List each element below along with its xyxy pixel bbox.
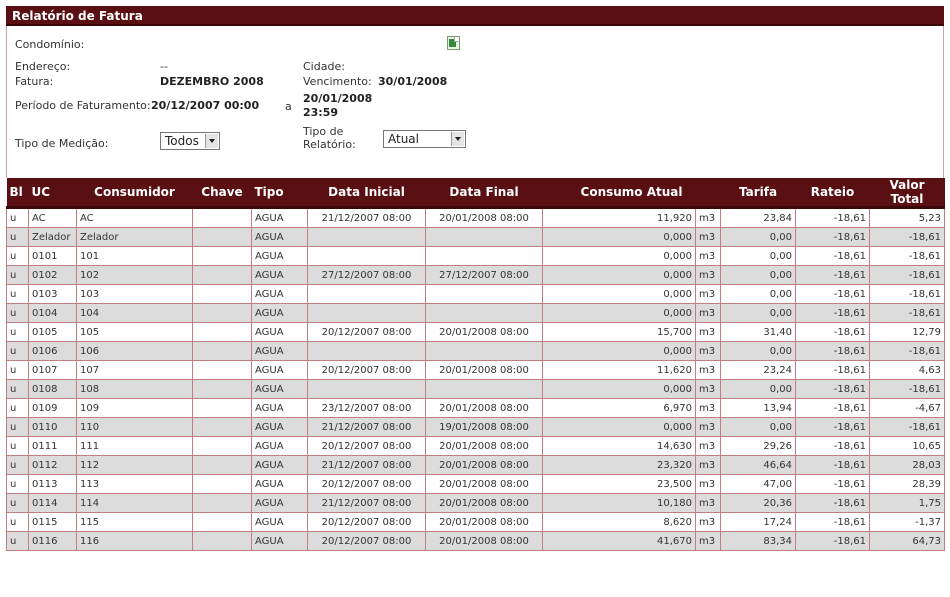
cell-consumidor: 109 xyxy=(77,399,193,418)
cell-tipo: AGUA xyxy=(252,532,308,551)
table-row[interactable] xyxy=(7,532,945,551)
cell-valor-total: 12,79 xyxy=(870,323,945,342)
cell-chave xyxy=(193,380,252,399)
cell-unidade: m3 xyxy=(696,285,721,304)
cell-chave xyxy=(193,532,252,551)
cell-data-inicial: 20/12/2007 08:00 xyxy=(308,513,426,532)
cell-valor-total: -18,61 xyxy=(870,418,945,437)
cell-data-final: 20/01/2008 08:00 xyxy=(426,532,543,551)
cell-data-inicial: 23/12/2007 08:00 xyxy=(308,399,426,418)
cell-uc: 0103 xyxy=(29,285,77,304)
cell-data-final: 20/01/2008 08:00 xyxy=(426,456,543,475)
cell-uc: 0104 xyxy=(29,304,77,323)
cell-chave xyxy=(193,208,252,228)
cell-chave xyxy=(193,437,252,456)
cell-uc: 0112 xyxy=(29,456,77,475)
cell-chave xyxy=(193,513,252,532)
cell-tarifa: 23,84 xyxy=(721,208,796,228)
cell-consumo: 23,500 xyxy=(543,475,696,494)
cell-consumo: 0,000 xyxy=(543,285,696,304)
cell-consumidor: 114 xyxy=(77,494,193,513)
cell-bl: u xyxy=(7,532,29,551)
cell-valor-total: 28,03 xyxy=(870,456,945,475)
cell-data-inicial xyxy=(308,228,426,247)
cell-tarifa: 0,00 xyxy=(721,418,796,437)
col-bl[interactable]: Bl xyxy=(7,178,29,208)
tipo-relatorio-select[interactable] xyxy=(383,130,466,148)
cell-chave xyxy=(193,342,252,361)
col-consumo-atual[interactable]: Consumo Atual xyxy=(543,178,721,208)
cell-uc: 0106 xyxy=(29,342,77,361)
cell-tipo: AGUA xyxy=(252,323,308,342)
cell-tarifa: 0,00 xyxy=(721,304,796,323)
table-row[interactable] xyxy=(7,304,945,323)
cell-consumo: 0,000 xyxy=(543,418,696,437)
table-row[interactable] xyxy=(7,323,945,342)
cell-chave xyxy=(193,494,252,513)
cell-bl: u xyxy=(7,494,29,513)
col-data-final[interactable]: Data Final xyxy=(426,178,543,208)
cell-consumo: 0,000 xyxy=(543,266,696,285)
cell-tipo: AGUA xyxy=(252,361,308,380)
cell-consumidor: 110 xyxy=(77,418,193,437)
cell-rateio: -18,61 xyxy=(796,437,870,456)
table-row[interactable] xyxy=(7,247,945,266)
report-title: Relatório de Fatura xyxy=(6,6,944,26)
fatura-value: DEZEMBRO 2008 xyxy=(160,75,264,88)
cell-uc: 0108 xyxy=(29,380,77,399)
cell-tipo: AGUA xyxy=(252,228,308,247)
cell-tarifa: 0,00 xyxy=(721,285,796,304)
cell-uc: 0109 xyxy=(29,399,77,418)
cell-data-inicial: 21/12/2007 08:00 xyxy=(308,456,426,475)
periodo-fim-data: 20/01/2008 xyxy=(303,92,373,105)
table-header-row xyxy=(7,178,945,208)
cell-consumo: 8,620 xyxy=(543,513,696,532)
cell-data-inicial xyxy=(308,304,426,323)
cell-rateio: -18,61 xyxy=(796,208,870,228)
cell-data-final: 27/12/2007 08:00 xyxy=(426,266,543,285)
cell-data-inicial: 20/12/2007 08:00 xyxy=(308,437,426,456)
cell-data-final: 20/01/2008 08:00 xyxy=(426,399,543,418)
cell-data-inicial xyxy=(308,247,426,266)
cell-data-final xyxy=(426,285,543,304)
cell-uc: 0101 xyxy=(29,247,77,266)
cell-rateio: -18,61 xyxy=(796,475,870,494)
cell-unidade: m3 xyxy=(696,437,721,456)
table-row[interactable] xyxy=(7,285,945,304)
cell-data-final: 20/01/2008 08:00 xyxy=(426,361,543,380)
cell-valor-total: 64,73 xyxy=(870,532,945,551)
cell-rateio: -18,61 xyxy=(796,266,870,285)
cell-bl: u xyxy=(7,456,29,475)
periodo-label: Período de Faturamento: xyxy=(15,99,151,112)
cell-tarifa: 0,00 xyxy=(721,228,796,247)
cell-consumo: 23,320 xyxy=(543,456,696,475)
cell-bl: u xyxy=(7,513,29,532)
cell-rateio: -18,61 xyxy=(796,399,870,418)
cell-tarifa: 31,40 xyxy=(721,323,796,342)
cell-chave xyxy=(193,456,252,475)
periodo-fim-hora: 23:59 xyxy=(303,106,339,119)
cell-uc: Zelador xyxy=(29,228,77,247)
cell-rateio: -18,61 xyxy=(796,380,870,399)
cell-tipo: AGUA xyxy=(252,208,308,228)
cell-unidade: m3 xyxy=(696,247,721,266)
cell-bl: u xyxy=(7,342,29,361)
cell-data-final xyxy=(426,380,543,399)
chevron-down-icon xyxy=(205,134,218,148)
cell-data-final: 19/01/2008 08:00 xyxy=(426,418,543,437)
cell-valor-total: 4,63 xyxy=(870,361,945,380)
cell-tarifa: 0,00 xyxy=(721,380,796,399)
cell-consumo: 11,920 xyxy=(543,208,696,228)
table-row[interactable] xyxy=(7,228,945,247)
cell-bl: u xyxy=(7,285,29,304)
cell-tarifa: 0,00 xyxy=(721,247,796,266)
tipo-relatorio-label-2: Relatório: xyxy=(303,138,356,151)
cell-unidade: m3 xyxy=(696,532,721,551)
cell-consumidor: 102 xyxy=(77,266,193,285)
cell-rateio: -18,61 xyxy=(796,494,870,513)
cell-consumidor: 105 xyxy=(77,323,193,342)
cell-tarifa: 47,00 xyxy=(721,475,796,494)
cell-bl: u xyxy=(7,266,29,285)
cell-valor-total: 28,39 xyxy=(870,475,945,494)
cell-uc: AC xyxy=(29,208,77,228)
cell-bl: u xyxy=(7,475,29,494)
cell-consumidor: 103 xyxy=(77,285,193,304)
cell-consumo: 0,000 xyxy=(543,380,696,399)
cell-bl: u xyxy=(7,399,29,418)
table-row[interactable] xyxy=(7,437,945,456)
cell-tarifa: 29,26 xyxy=(721,437,796,456)
invoice-table xyxy=(6,178,945,551)
endereco-value: -- xyxy=(160,60,168,73)
cell-unidade: m3 xyxy=(696,418,721,437)
cell-data-inicial xyxy=(308,342,426,361)
cell-uc: 0114 xyxy=(29,494,77,513)
cell-tipo: AGUA xyxy=(252,513,308,532)
table-row[interactable] xyxy=(7,513,945,532)
cell-uc: 0115 xyxy=(29,513,77,532)
cell-uc: 0113 xyxy=(29,475,77,494)
cell-data-inicial: 20/12/2007 08:00 xyxy=(308,323,426,342)
cell-rateio: -18,61 xyxy=(796,228,870,247)
col-tipo[interactable]: Tipo xyxy=(252,178,308,208)
cell-unidade: m3 xyxy=(696,228,721,247)
cell-data-final: 20/01/2008 08:00 xyxy=(426,208,543,228)
cell-tipo: AGUA xyxy=(252,285,308,304)
cell-bl: u xyxy=(7,380,29,399)
cell-unidade: m3 xyxy=(696,513,721,532)
cell-bl: u xyxy=(7,361,29,380)
cell-chave xyxy=(193,228,252,247)
cell-consumo: 0,000 xyxy=(543,228,696,247)
cell-consumidor: 104 xyxy=(77,304,193,323)
cell-chave xyxy=(193,266,252,285)
cell-data-final: 20/01/2008 08:00 xyxy=(426,323,543,342)
cell-chave xyxy=(193,361,252,380)
tipo-relatorio-label-1: Tipo de xyxy=(303,125,344,138)
cell-valor-total: -1,37 xyxy=(870,513,945,532)
cell-rateio: -18,61 xyxy=(796,323,870,342)
cell-unidade: m3 xyxy=(696,494,721,513)
col-data-inicial[interactable]: Data Inicial xyxy=(308,178,426,208)
tipo-medicao-value: Todos xyxy=(165,134,199,148)
cell-rateio: -18,61 xyxy=(796,532,870,551)
cell-bl: u xyxy=(7,228,29,247)
vencimento-value: 30/01/2008 xyxy=(378,75,448,88)
cell-valor-total: -18,61 xyxy=(870,228,945,247)
cell-data-inicial: 21/12/2007 08:00 xyxy=(308,208,426,228)
cell-chave xyxy=(193,475,252,494)
report-filters-panel xyxy=(6,26,944,178)
cell-tipo: AGUA xyxy=(252,247,308,266)
cell-data-inicial: 20/12/2007 08:00 xyxy=(308,361,426,380)
cell-valor-total: -18,61 xyxy=(870,342,945,361)
cell-unidade: m3 xyxy=(696,399,721,418)
cell-tipo: AGUA xyxy=(252,399,308,418)
cell-data-final xyxy=(426,342,543,361)
cell-consumidor: 116 xyxy=(77,532,193,551)
cell-data-inicial: 21/12/2007 08:00 xyxy=(308,418,426,437)
tipo-medicao-select[interactable] xyxy=(160,132,220,150)
cell-consumidor: 107 xyxy=(77,361,193,380)
col-valor-total[interactable]: Valor Total xyxy=(870,178,945,208)
cidade-label: Cidade: xyxy=(303,60,345,73)
cell-valor-total: 1,75 xyxy=(870,494,945,513)
cell-unidade: m3 xyxy=(696,342,721,361)
cell-tarifa: 46,64 xyxy=(721,456,796,475)
table-row[interactable] xyxy=(7,475,945,494)
col-rateio[interactable]: Rateio xyxy=(796,178,870,208)
cell-consumidor: 106 xyxy=(77,342,193,361)
cell-tarifa: 83,34 xyxy=(721,532,796,551)
cell-unidade: m3 xyxy=(696,456,721,475)
cell-consumidor: 111 xyxy=(77,437,193,456)
cell-consumidor: 115 xyxy=(77,513,193,532)
cell-consumo: 0,000 xyxy=(543,304,696,323)
table-row[interactable] xyxy=(7,266,945,285)
cell-data-final: 20/01/2008 08:00 xyxy=(426,437,543,456)
cell-data-inicial: 27/12/2007 08:00 xyxy=(308,266,426,285)
cell-rateio: -18,61 xyxy=(796,247,870,266)
cell-rateio: -18,61 xyxy=(796,418,870,437)
cell-valor-total: -18,61 xyxy=(870,247,945,266)
cell-tipo: AGUA xyxy=(252,475,308,494)
col-chave[interactable]: Chave xyxy=(193,178,252,208)
cell-unidade: m3 xyxy=(696,475,721,494)
cell-unidade: m3 xyxy=(696,208,721,228)
condominio-label: Condomínio: xyxy=(15,38,85,51)
table-row[interactable] xyxy=(7,208,945,228)
cell-consumo: 0,000 xyxy=(543,342,696,361)
table-row[interactable] xyxy=(7,361,945,380)
cell-data-inicial xyxy=(308,380,426,399)
cell-bl: u xyxy=(7,247,29,266)
cell-chave xyxy=(193,304,252,323)
excel-export-icon[interactable] xyxy=(447,36,460,50)
cell-bl: u xyxy=(7,437,29,456)
periodo-separator: a xyxy=(285,100,292,113)
tipo-medicao-label: Tipo de Medição: xyxy=(15,137,109,150)
cell-data-inicial: 20/12/2007 08:00 xyxy=(308,475,426,494)
table-row[interactable] xyxy=(7,494,945,513)
cell-bl: u xyxy=(7,418,29,437)
endereco-label: Endereço: xyxy=(15,60,71,73)
cell-tarifa: 13,94 xyxy=(721,399,796,418)
cell-tipo: AGUA xyxy=(252,266,308,285)
cell-data-inicial: 20/12/2007 08:00 xyxy=(308,532,426,551)
cell-uc: 0111 xyxy=(29,437,77,456)
cell-consumidor: Zelador xyxy=(77,228,193,247)
cell-consumo: 14,630 xyxy=(543,437,696,456)
fatura-label: Fatura: xyxy=(15,75,54,88)
cell-rateio: -18,61 xyxy=(796,285,870,304)
cell-consumo: 15,700 xyxy=(543,323,696,342)
cell-tipo: AGUA xyxy=(252,304,308,323)
cell-consumo: 11,620 xyxy=(543,361,696,380)
cell-data-final xyxy=(426,304,543,323)
cell-uc: 0110 xyxy=(29,418,77,437)
cell-chave xyxy=(193,323,252,342)
cell-uc: 0102 xyxy=(29,266,77,285)
cell-consumidor: 101 xyxy=(77,247,193,266)
cell-valor-total: -4,67 xyxy=(870,399,945,418)
cell-data-final: 20/01/2008 08:00 xyxy=(426,513,543,532)
cell-bl: u xyxy=(7,323,29,342)
cell-data-final xyxy=(426,247,543,266)
cell-valor-total: -18,61 xyxy=(870,266,945,285)
cell-rateio: -18,61 xyxy=(796,456,870,475)
cell-consumidor: 112 xyxy=(77,456,193,475)
table-row[interactable] xyxy=(7,399,945,418)
cell-rateio: -18,61 xyxy=(796,304,870,323)
col-uc[interactable]: UC xyxy=(29,178,77,208)
cell-valor-total: -18,61 xyxy=(870,380,945,399)
cell-tipo: AGUA xyxy=(252,437,308,456)
cell-tarifa: 23,24 xyxy=(721,361,796,380)
col-consumidor[interactable]: Consumidor xyxy=(77,178,193,208)
cell-bl: u xyxy=(7,304,29,323)
cell-unidade: m3 xyxy=(696,361,721,380)
cell-consumo: 41,670 xyxy=(543,532,696,551)
cell-consumo: 0,000 xyxy=(543,247,696,266)
chevron-down-icon xyxy=(451,132,464,146)
cell-tipo: AGUA xyxy=(252,456,308,475)
cell-chave xyxy=(193,399,252,418)
cell-chave xyxy=(193,247,252,266)
table-row[interactable] xyxy=(7,456,945,475)
cell-valor-total: 5,23 xyxy=(870,208,945,228)
periodo-inicio: 20/12/2007 00:00 xyxy=(151,99,260,112)
table-row[interactable] xyxy=(7,418,945,437)
vencimento-label: Vencimento: xyxy=(303,75,372,88)
cell-tarifa: 0,00 xyxy=(721,342,796,361)
cell-uc: 0107 xyxy=(29,361,77,380)
table-row[interactable] xyxy=(7,380,945,399)
tipo-relatorio-value: Atual xyxy=(388,132,419,146)
cell-rateio: -18,61 xyxy=(796,342,870,361)
table-row[interactable] xyxy=(7,342,945,361)
cell-consumo: 6,970 xyxy=(543,399,696,418)
cell-unidade: m3 xyxy=(696,380,721,399)
cell-tarifa: 20,36 xyxy=(721,494,796,513)
cell-tarifa: 17,24 xyxy=(721,513,796,532)
cell-unidade: m3 xyxy=(696,266,721,285)
cell-valor-total: 10,65 xyxy=(870,437,945,456)
cell-data-inicial xyxy=(308,285,426,304)
cell-valor-total: -18,61 xyxy=(870,304,945,323)
cell-consumo: 10,180 xyxy=(543,494,696,513)
cell-consumidor: 113 xyxy=(77,475,193,494)
cell-rateio: -18,61 xyxy=(796,361,870,380)
cell-consumidor: AC xyxy=(77,208,193,228)
cell-bl: u xyxy=(7,208,29,228)
cell-uc: 0116 xyxy=(29,532,77,551)
col-tarifa[interactable]: Tarifa xyxy=(721,178,796,208)
cell-data-final: 20/01/2008 08:00 xyxy=(426,494,543,513)
cell-unidade: m3 xyxy=(696,304,721,323)
cell-tipo: AGUA xyxy=(252,380,308,399)
cell-valor-total: -18,61 xyxy=(870,285,945,304)
cell-data-final xyxy=(426,228,543,247)
cell-uc: 0105 xyxy=(29,323,77,342)
cell-chave xyxy=(193,285,252,304)
cell-consumidor: 108 xyxy=(77,380,193,399)
cell-data-inicial: 21/12/2007 08:00 xyxy=(308,494,426,513)
cell-tipo: AGUA xyxy=(252,494,308,513)
cell-tipo: AGUA xyxy=(252,418,308,437)
cell-data-final: 20/01/2008 08:00 xyxy=(426,475,543,494)
cell-unidade: m3 xyxy=(696,323,721,342)
cell-tipo: AGUA xyxy=(252,342,308,361)
cell-rateio: -18,61 xyxy=(796,513,870,532)
cell-tarifa: 0,00 xyxy=(721,266,796,285)
cell-chave xyxy=(193,418,252,437)
